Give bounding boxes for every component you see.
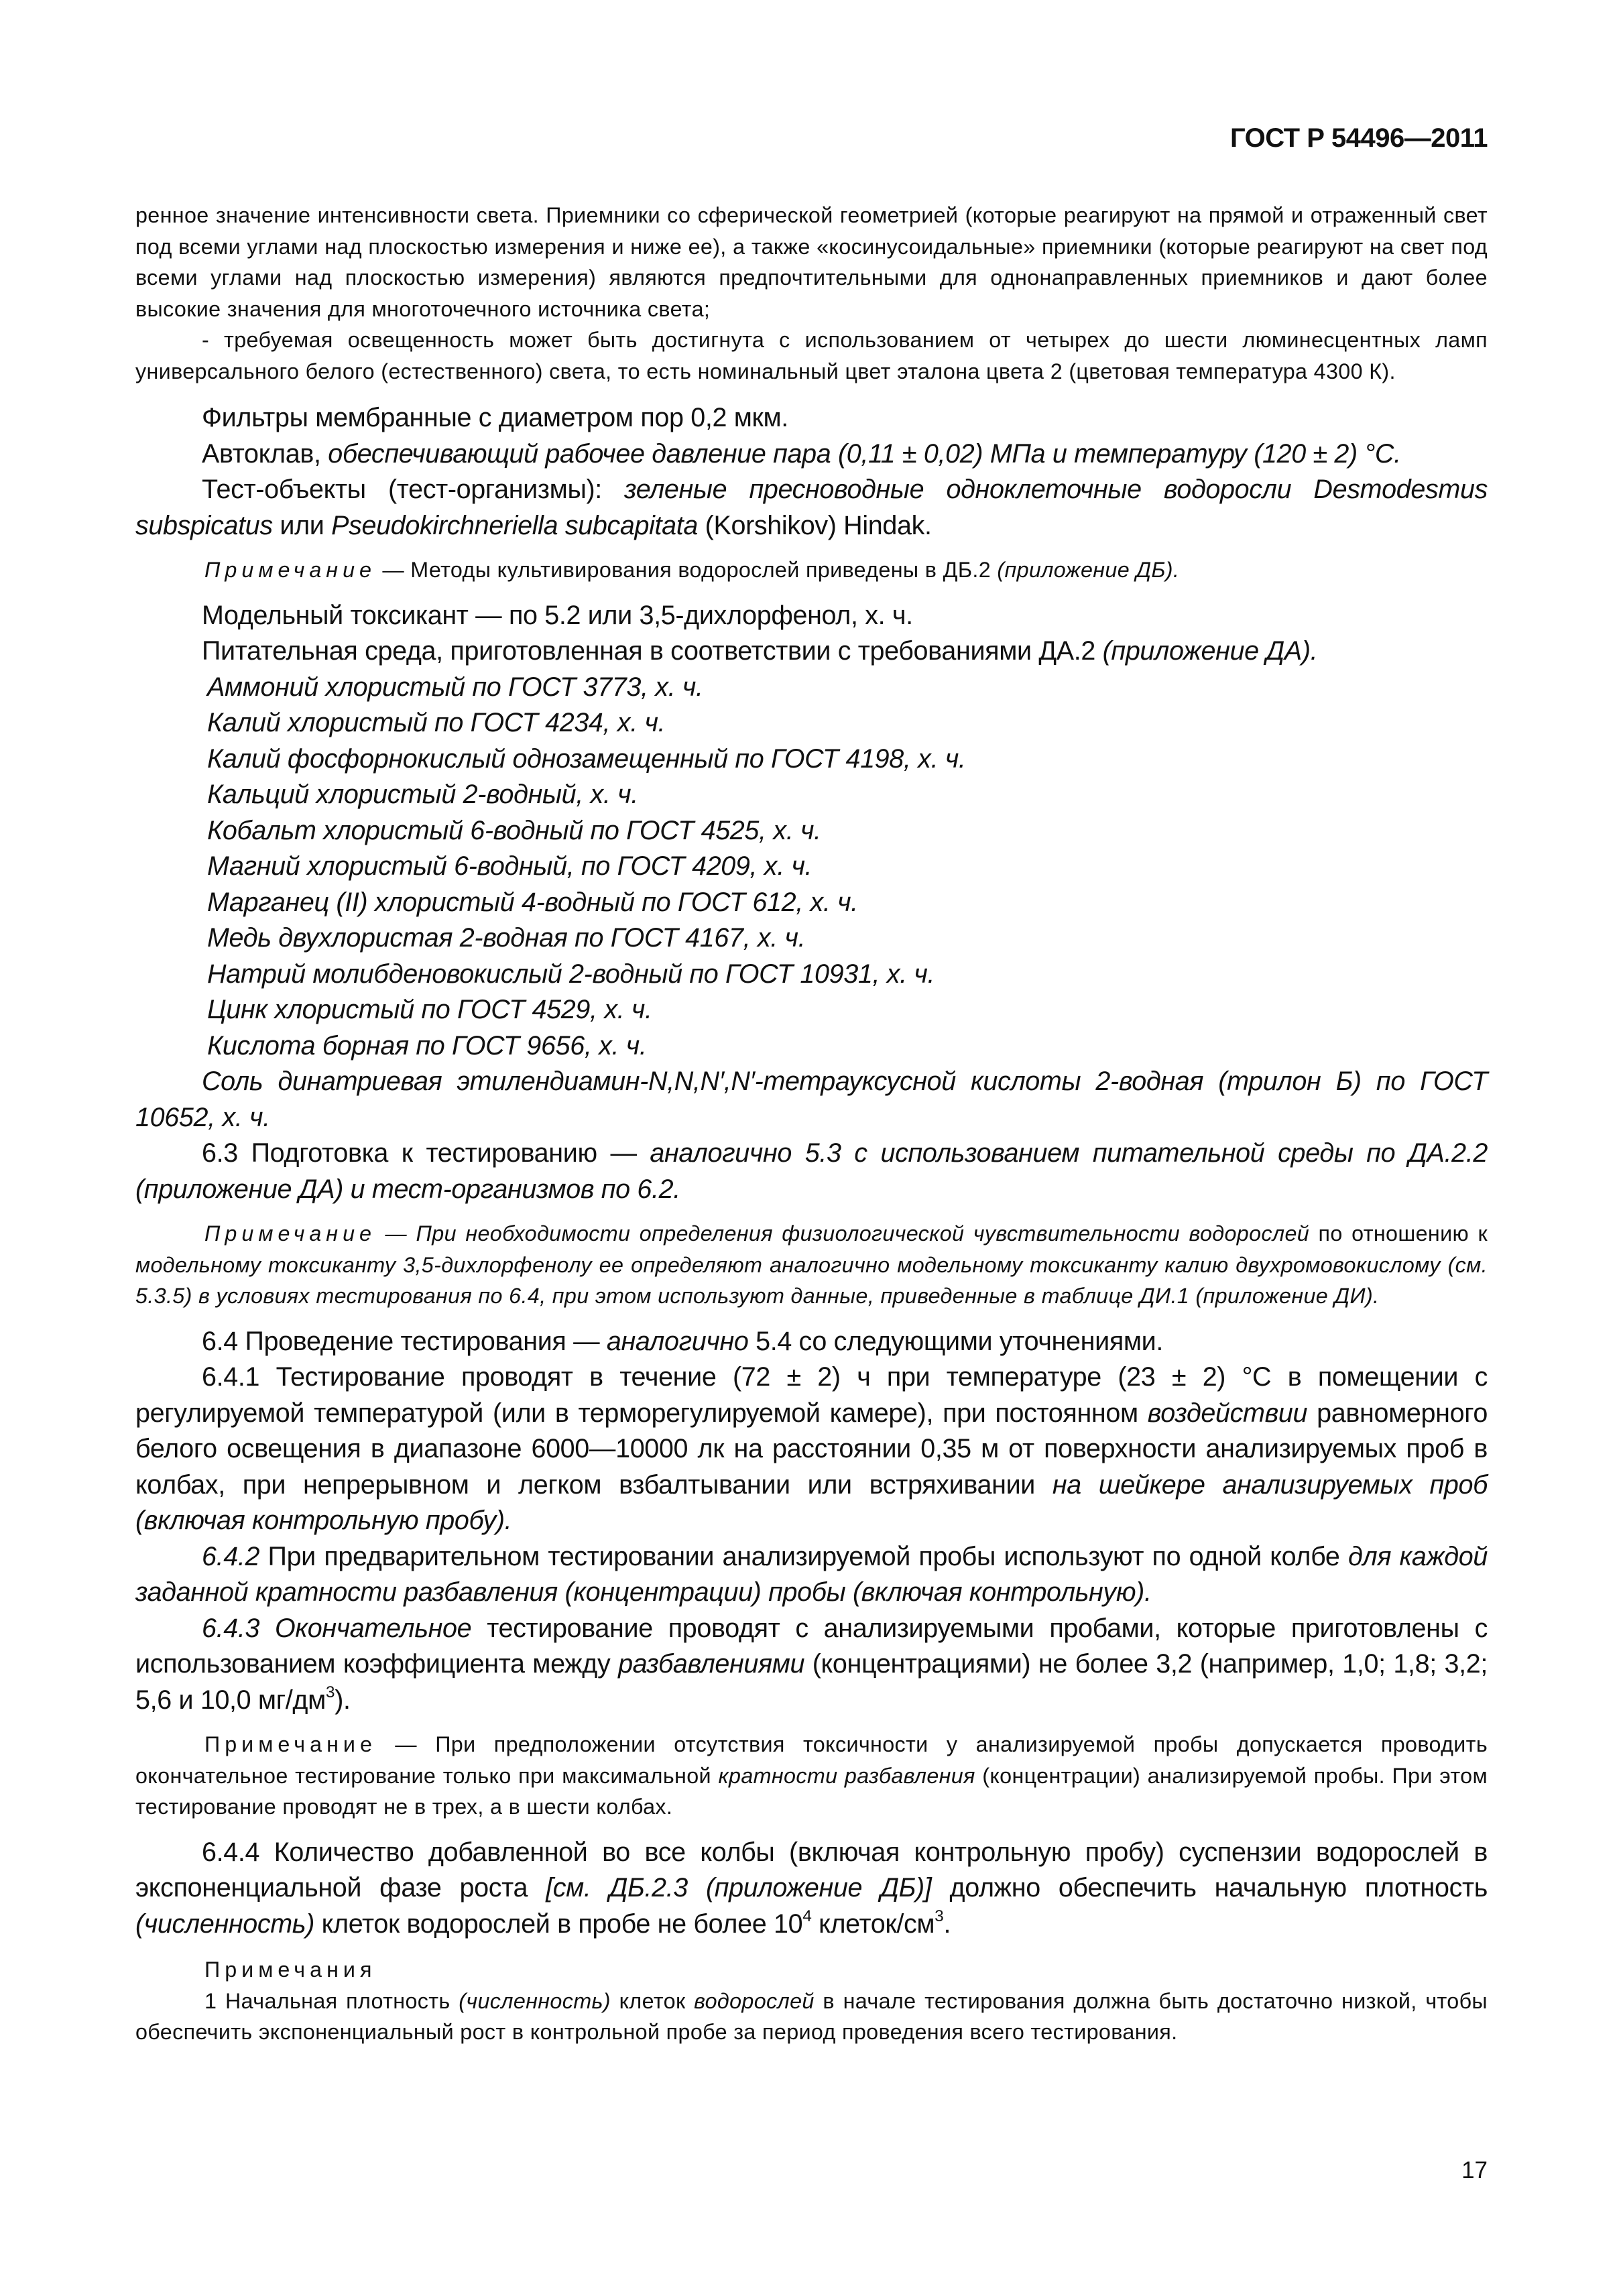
section-6-3: 6.3 Подготовка к тестированию — аналогично 5.3 с использованием питательной среды по ДА.2.2 (приложение ДА) и тест-организмов по 6.2. (135, 1138, 1488, 1204)
note-item: 1 Начальная плотность (численность) клеток водорослей в начале тестирования должна быть достаточно низкой, чтобы обеспечить экспоненциальный рост в контрольной пробе за период проведения всего тестирования. (135, 1988, 1488, 2044)
salt-line: Соль динатриевая этилендиамин-N,N,N′,N′-тетрауксусной кислоты 2-водная (трилон Б) по ГОСТ 10652, х. ч. (135, 1067, 1488, 1132)
section-6-4-4: 6.4.4 Количество добавленной во все колбы (включая контрольную пробу) суспензии водорослей в экспоненциальной фазе роста [см. ДБ.2.3 (приложение ДБ)] должно обеспечить начальную плотность (численность) клеток водорослей в пробе не более $10^4$ клеток/$см^3$. (135, 1837, 1488, 1939)
page-number: 17 (1461, 2157, 1488, 2183)
section-6-4-3: 6.4.3 Окончательное тестирование проводят с анализируемыми пробами, которые приготовлены с использованием коэффициента между разбавлениями (концентрациями) не более 3,2 (например, 1,0; 1,8; 3,2; 5,6 и 10,0 $мг/дм^3$). (135, 1613, 1488, 1715)
list-item: Натрий молибденовокислый 2-водный по ГОСТ 10931, х. ч. (207, 959, 935, 989)
toxicant-line: Модельный токсикант — по 5.2 или 3,5-дихлорфенол, х. ч. (202, 600, 913, 630)
note-label: Примечание (204, 558, 376, 582)
test-organisms-line: Тест-объекты (тест-организмы): зеленые пресноводные одноклеточные водоросли Desmodesmus subspicatus или Pseudokirchneriella subcapitata (Korshikov) Hindak. (135, 475, 1488, 540)
note-label: Примечание (204, 1732, 377, 1756)
list-item: Калий хлористый по ГОСТ 4234, х. ч. (207, 708, 666, 737)
notes-density (135, 1954, 1488, 2048)
reagents-block (135, 598, 1488, 1208)
intro-list-item: - требуемая освещенность может быть достигнута с использованием от четырех до шести люминесцентных ламп универсального белого (естественного) света, то есть номинальный цвет эталона цвета 2 (цветовая температура 4300 К). (135, 328, 1488, 383)
reagent-list (207, 670, 1488, 1065)
autoclave-line: Автоклав, обеспечивающий рабочее давление пара (0,11 ± 0,02) МПа и температуру (120 ± 2) °С. (202, 438, 1401, 469)
intro-block (135, 200, 1488, 387)
list-item: Медь двухлористая 2-водная по ГОСТ 4167, х. ч. (207, 923, 806, 953)
list-item: Кальций хлористый 2-водный, х. ч. (207, 780, 638, 809)
intro-paragraph: ренное значение интенсивности света. Приемники со сферической геометрией (которые реагируют на прямой и отраженный свет под всеми углами над плоскостью измерения и ниже ее), а также «косинусоидальные» приемники (которые реагируют на свет под всеми углами над плоскостью измерения) являются предпочтительными для однонаправленных приемников и дают более высокие значения для многоточечного источника света; (135, 203, 1488, 321)
note-sensitivity: Примечание — При необходимости определения физиологической чувствительности водорослей по отношению к модельному токсиканту 3,5-дихлорфенолу ее определяют аналогично модельному токсиканту калию двухромовокислому (см. 5.3.5) в условиях тестирования по 6.4, при этом используют данные, приведенные в таблице ДИ.1 (приложение ДИ). (135, 1221, 1488, 1308)
list-item: Кобальт хлористый 6-водный по ГОСТ 4525, х. ч. (207, 815, 821, 845)
section-6-4: 6.4 Проведение тестирования — аналогично 5.4 со следующими уточнениями. (202, 1326, 1163, 1356)
document-standard-header: ГОСТ Р 54496—2011 (1230, 123, 1488, 153)
note-label: Примечание (204, 1221, 376, 1246)
filters-line: Фильтры мембранные с диаметром пор 0,2 мкм. (202, 403, 788, 432)
section-6-4-1: 6.4.1 Тестирование проводят в течение (72 ± 2) ч при температуре (23 ± 2) °С в помещении с регулируемой температурой (или в терморегулируемой камере), при постоянном воздействии равномерного белого освещения в диапазоне 6000—10000 лк на расстоянии 0,35 м от поверхности анализируемых проб в колбах, при непрерывном и легком взбалтывании или встряхивании на шейкере анализируемых проб (включая контрольную пробу). (135, 1362, 1488, 1535)
page-body (135, 200, 1488, 2048)
list-item: Марганец (II) хлористый 4-водный по ГОСТ 612, х. ч. (207, 887, 858, 917)
list-item: Цинк хлористый по ГОСТ 4529, х. ч. (207, 995, 652, 1024)
density-block (135, 1835, 1488, 1943)
list-item: Кислота борная по ГОСТ 9656, х. ч. (207, 1030, 647, 1061)
section-6-4-2: 6.4.2 При предварительном тестировании анализируемой пробы используют по одной колбе для каждой заданной кратности разбавления (концентрации) пробы (включая контрольную). (135, 1541, 1488, 1607)
list-item: Аммоний хлористый по ГОСТ 3773, х. ч. (207, 672, 703, 702)
list-item: Магний хлористый 6-водный, по ГОСТ 4209, х. ч. (207, 851, 813, 881)
notes-label: Примечания (204, 1957, 377, 1982)
equipment-block (135, 400, 1488, 544)
medium-line: Питательная среда, приготовленная в соответствии с требованиями ДА.2 (приложение ДА). (202, 636, 1318, 666)
note-final-testing: Примечание — При предположении отсутствия токсичности у анализируемой пробы допускается проводить окончательное тестирование только при максимальной кратности разбавления (концентрации) анализируемой пробы. При этом тестирование проводят не в трех, а в шести колбах. (135, 1732, 1488, 1819)
note-cultivation: Примечание — Методы культивирования водорослей приведены в ДБ.2 (приложение ДБ). (204, 558, 1180, 582)
list-item: Калий фосфорнокислый однозамещенный по ГОСТ 4198, х. ч. (207, 743, 966, 774)
testing-block (135, 1324, 1488, 1719)
